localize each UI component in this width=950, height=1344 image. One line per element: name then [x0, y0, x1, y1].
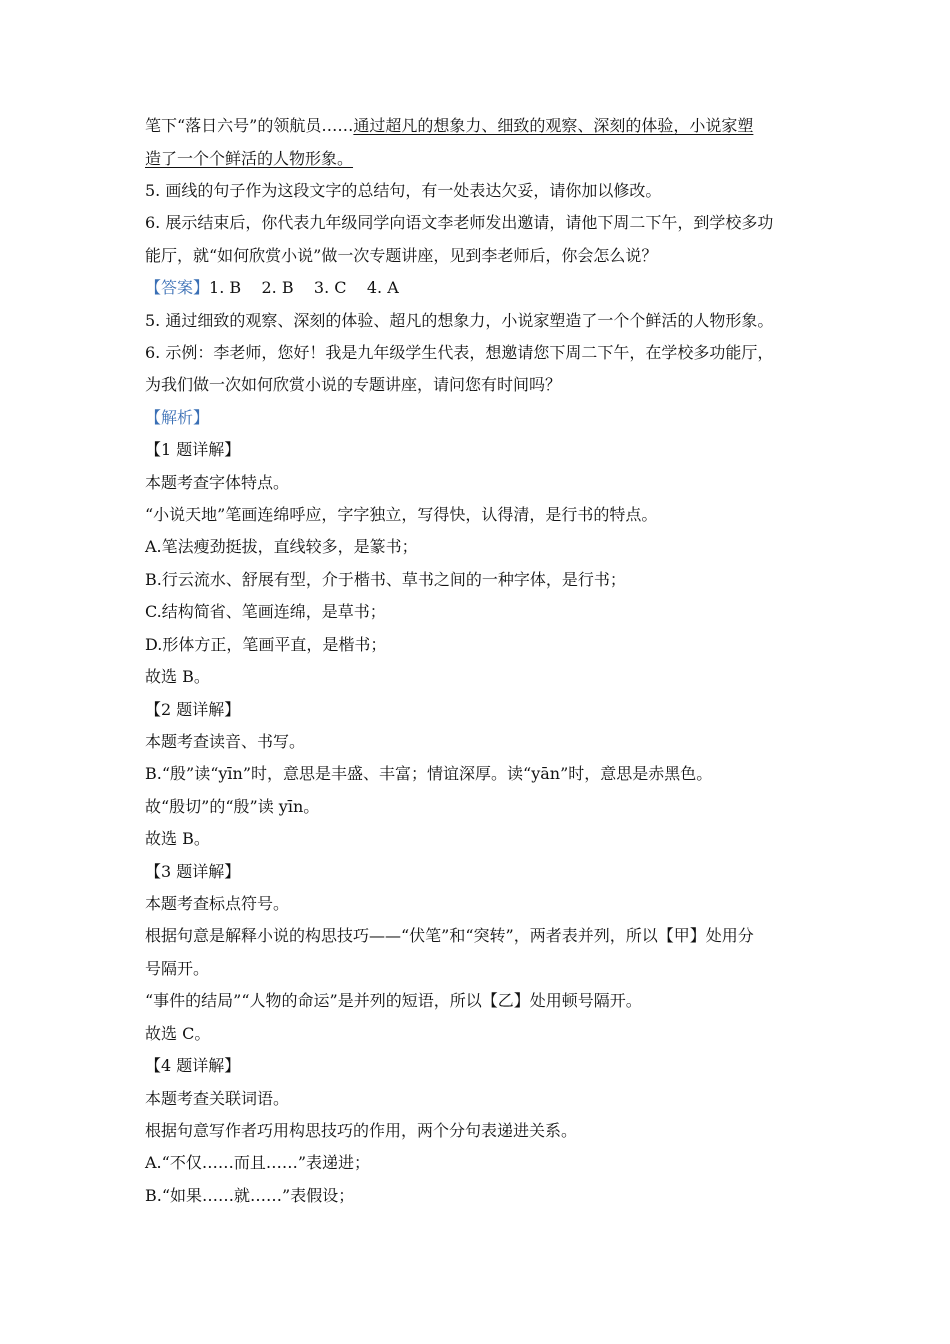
answer-choices-line [145, 278, 815, 298]
q4-line: 本题考查关联词语。 [145, 1089, 290, 1108]
underlined-sentence-part-2: 造了一个个鲜活的人物形象。 [145, 149, 354, 168]
q4-line: B.“如果……就……”表假设； [145, 1186, 355, 1205]
q1-line: A.笔法瘦劲挺拔，直线较多，是篆书； [145, 537, 418, 556]
q1-heading: 【1 题详解】 [145, 440, 241, 459]
question-6-line-1: 6. 展示结束后，你代表九年级同学向语文李老师发出邀请，请他下周二下午，到学校多功 [145, 213, 774, 232]
context-prefix: 笔下“落日六号”的领航员…… [145, 116, 354, 135]
question-context-line-2 [145, 149, 815, 169]
q1-line: 本题考查字体特点。 [145, 473, 290, 492]
q1-line: C.结构简省、笔画连绵，是草书； [145, 602, 386, 621]
question-5: 5. 画线的句子作为这段文字的总结句，有一处表达欠妥，请你加以修改。 [145, 181, 662, 200]
answer-5: 5. 通过细致的观察、深刻的体验、超凡的想象力，小说家塑造了一个个鲜活的人物形象。 [145, 311, 774, 330]
q2-line: 故选 B。 [145, 829, 210, 848]
answer-6-line-1: 6. 示例：李老师，您好！我是九年级学生代表，想邀请您下周二下午，在学校多功能厅， [145, 343, 774, 362]
q1-line: D.形体方正，笔画平直，是楷书； [145, 635, 387, 654]
q4-heading: 【4 题详解】 [145, 1056, 241, 1075]
q1-line: B.行云流水、舒展有型，介于楷书、草书之间的一种字体，是行书； [145, 570, 626, 589]
q1-line: “小说天地”笔画连绵呼应，字字独立，写得快，认得清，是行书的特点。 [145, 505, 658, 524]
answer-choices: 1. B 2. B 3. C 4. A [209, 278, 399, 297]
question-6-line-2: 能厅，就“如何欣赏小说”做一次专题讲座，见到李老师后，你会怎么说？ [145, 246, 658, 265]
q3-heading: 【3 题详解】 [145, 862, 241, 881]
underlined-sentence-part-1: 通过超凡的想象力、细致的观察、深刻的体验，小说家塑 [353, 116, 754, 135]
q2-line: 本题考查读音、书写。 [145, 732, 306, 751]
q2-line: 故“殷切”的“殷”读 yīn。 [145, 797, 320, 816]
q1-line: 故选 B。 [145, 667, 210, 686]
q3-line: 根据句意是解释小说的构思技巧——“伏笔”和“突转”，两者表并列，所以【甲】处用分 [145, 926, 754, 945]
q3-line: 故选 C。 [145, 1024, 211, 1043]
q3-line: “事件的结局”“人物的命运”是并列的短语，所以【乙】处用顿号隔开。 [145, 991, 642, 1010]
q2-line: B.“殷”读“yīn”时，意思是丰盛、丰富；情谊深厚。读“yān”时，意思是赤黑色。 [145, 764, 713, 783]
answer-6-line-2: 为我们做一次如何欣赏小说的专题讲座，请问您有时间吗？ [145, 375, 562, 394]
question-context-line-1 [145, 116, 815, 136]
q4-line: A.“不仅……而且……”表递进； [145, 1153, 371, 1172]
q2-heading: 【2 题详解】 [145, 700, 241, 719]
q4-line: 根据句意写作者巧用构思技巧的作用，两个分句表递进关系。 [145, 1121, 578, 1140]
answer-label: 【答案】 [145, 278, 210, 297]
q3-line: 本题考查标点符号。 [145, 894, 290, 913]
q3-line: 号隔开。 [145, 959, 210, 978]
analysis-label: 【解析】 [145, 408, 210, 427]
